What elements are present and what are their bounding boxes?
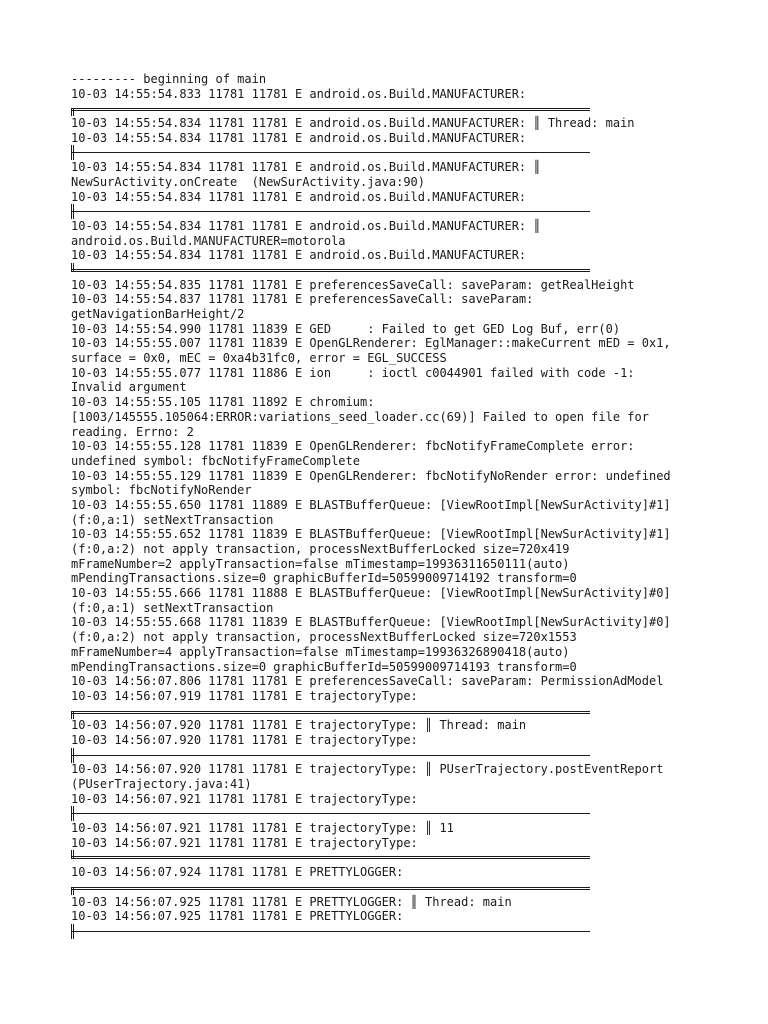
box-border-single [71,748,731,763]
box-border-double-bottom [71,263,731,278]
log-line: 10-03 14:55:55.668 11781 11839 E BLASTBufferQueue: [ViewRootImpl[NewSurActivity]#0] [71,615,671,630]
log-line: 10-03 14:55:55.650 11781 11889 E BLASTBufferQueue: [ViewRootImpl[NewSurActivity]#1] [71,497,671,512]
box-border-double-top [71,101,731,116]
log-line: symbol: fbcNotifyNoRender [71,483,252,498]
log-line: 10-03 14:55:55.128 11781 11839 E OpenGLRenderer: fbcNotifyFrameComplete error: [71,439,635,454]
log-line: 10-03 14:55:55.652 11781 11839 E BLASTBufferQueue: [ViewRootImpl[NewSurActivity]#1] [71,527,671,542]
log-line: android.os.Build.MANUFACTURER=motorola [71,233,346,248]
log-line: 10-03 14:55:55.129 11781 11839 E OpenGLRenderer: fbcNotifyNoRender error: undefined [71,468,671,483]
log-line: NewSurActivity.onCreate (NewSurActivity.java:90) [71,174,426,189]
log-line: 10-03 14:56:07.924 11781 11781 E PRETTYLOGGER: [71,865,404,880]
log-line: 10-03 14:55:54.834 11781 11781 E android.os.Build.MANUFACTURER: ║ [71,218,541,233]
log-line: (PUserTrajectory.java:41) [71,777,252,791]
log-line: 10-03 14:56:07.921 11781 11781 E trajectoryType: [71,835,418,850]
log-line: 10-03 14:55:54.834 11781 11781 E android.os.Build.MANUFACTURER: ║ Thread: main [71,116,635,131]
log-line: 10-03 14:55:54.833 11781 11781 E android.os.Build.MANUFACTURER: [71,86,527,101]
log-line: (f:0,a:2) not apply transaction, processNextBufferLocked size=720x419 [71,542,570,556]
log-line: 10-03 14:55:54.834 11781 11781 E android.os.Build.MANUFACTURER: [71,189,527,204]
log-line: undefined symbol: fbcNotifyFrameComplete [71,453,360,468]
log-line: 10-03 14:56:07.920 11781 11781 E trajectoryType: [71,732,418,747]
log-line: (f:0,a:1) setNextTransaction [71,600,274,615]
log-line: 10-03 14:55:54.835 11781 11781 E preferencesSaveCall: saveParam: getRealHeight [71,277,635,292]
log-line: 10-03 14:55:55.105 11781 11892 E chromium: [71,395,375,410]
log-line: reading. Errno: 2 [71,424,194,439]
box-border-double-top [71,880,731,895]
log-line: 10-03 14:55:55.077 11781 11886 E ion : ioctl c0044901 failed with code -1: [71,365,635,380]
log-line: 10-03 14:56:07.921 11781 11781 E trajectoryType: [71,791,418,806]
log-line: 10-03 14:55:54.990 11781 11839 E GED : Failed to get GED Log Buf, err(0) [71,321,621,336]
log-line: getNavigationBarHeight/2 [71,307,245,321]
box-border-single [71,924,731,939]
log-line: 10-03 14:55:54.834 11781 11781 E android.os.Build.MANUFACTURER: [71,248,527,263]
log-line: 10-03 14:55:54.834 11781 11781 E android.os.Build.MANUFACTURER: ║ [71,160,541,175]
box-border-single [71,204,731,219]
log-line: 10-03 14:56:07.925 11781 11781 E PRETTYLOGGER: [71,909,404,924]
log-line: --------- beginning of main [71,72,267,86]
log-line: (f:0,a:2) not apply transaction, processNextBufferLocked size=720x1553 [71,630,577,645]
log-line: mFrameNumber=4 applyTransaction=false mTimestamp=19936326890418(auto) [71,644,570,659]
log-line: 10-03 14:55:54.834 11781 11781 E android.os.Build.MANUFACTURER: [71,130,527,145]
log-line: 10-03 14:56:07.806 11781 11781 E preferencesSaveCall: saveParam: PermissionAdModel [71,674,664,689]
log-line: (f:0,a:1) setNextTransaction [71,512,274,527]
log-line: 10-03 14:56:07.919 11781 11781 E trajectoryType: [71,688,418,703]
log-output [71,72,731,939]
log-line: 10-03 14:56:07.925 11781 11781 E PRETTYLOGGER: ║ Thread: main [71,894,512,909]
log-line: 10-03 14:55:55.007 11781 11839 E OpenGLRenderer: EglManager::makeCurrent mED = 0x1, [71,336,671,351]
box-border-single [71,806,731,821]
log-line: mPendingTransactions.size=0 graphicBufferId=50599009714193 transform=0 [71,659,577,674]
log-line: 10-03 14:56:07.920 11781 11781 E trajectoryType: ║ PUserTrajectory.postEventReport [71,762,664,777]
box-border-double-bottom [71,850,731,865]
log-line: Invalid argument [71,380,187,395]
log-line: 10-03 14:56:07.920 11781 11781 E trajectoryType: ║ Thread: main [71,718,527,733]
box-border-double-top [71,704,731,719]
log-line: 10-03 14:55:54.837 11781 11781 E preferencesSaveCall: saveParam: [71,292,534,307]
log-line: 10-03 14:55:55.666 11781 11888 E BLASTBufferQueue: [ViewRootImpl[NewSurActivity]#0] [71,586,671,601]
log-line: surface = 0x0, mEC = 0xa4b31fc0, error = EGL_SUCCESS [71,351,447,366]
log-line: 10-03 14:56:07.921 11781 11781 E trajectoryType: ║ 11 [71,821,454,836]
box-border-single [71,145,731,160]
log-line: [1003/145555.105064:ERROR:variations_seed_loader.cc(69)] Failed to open file for [71,409,649,424]
log-line: mFrameNumber=2 applyTransaction=false mTimestamp=19936311650111(auto) [71,556,570,571]
log-line: mPendingTransactions.size=0 graphicBufferId=50599009714192 transform=0 [71,571,577,586]
